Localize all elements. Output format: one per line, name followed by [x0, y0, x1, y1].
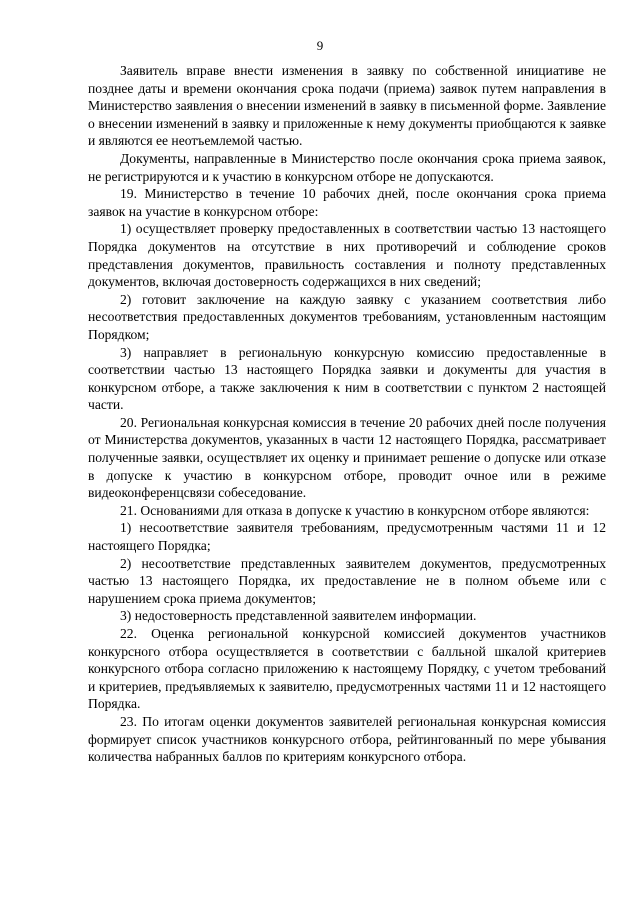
page-number: 9 — [316, 38, 324, 53]
paragraph: 1) несоответствие заявителя требованиям, предусмотренным частями 11 и 12 настоящего Порядка; — [88, 520, 606, 554]
paragraph: 1) осуществляет проверку предоставленных в соответствии частью 13 настоящего Порядка документов на отсутствие в них противоречий и соблюдение сроков представления документов, правильность составления и полноту представленных документов, включая достоверность содержащихся в них сведений; — [88, 221, 606, 290]
paragraph: 2) несоответствие представленных заявителем документов, предусмотренных частью 13 настоящего Порядка, их предоставление не в полном объеме или с нарушением срока приема документов; — [88, 555, 606, 606]
paragraph: 19. Министерство в течение 10 рабочих дней, после окончания срока приема заявок на участие в конкурсном отборе: — [88, 186, 606, 219]
paragraph: 2) готовит заключение на каждую заявку с указанием соответствия либо несоответствия предоставленных документов требованиям, установленным настоящим Порядком; — [88, 291, 606, 342]
document-body — [88, 62, 606, 766]
paragraph: 21. Основаниями для отказа в допуске к участию в конкурсном отборе являются: — [120, 502, 590, 518]
paragraph: 22. Оценка региональной конкурсной комиссией документов участников конкурсного отбора осуществляется в соответствии с балльной шкалой критериев конкурсного отбора согласно приложению к настоящему Порядку, с учетом требований и критериев, предъявляемых к заявителю, предусмотренных частями 11 и 12 настоящего Порядка. — [88, 626, 606, 712]
paragraph: 20. Региональная конкурсная комиссия в течение 20 рабочих дней после получения от Министерства документов, указанных в части 12 настоящего Порядка, рассматривает полученные заявки, осуществляет их оценку и принимает решение о допуске или отказе в допуске к участию в конкурсном отборе, проводит очное или в режиме видеоконференцсвязи собеседование. — [88, 414, 606, 501]
paragraph: 23. По итогам оценки документов заявителей региональная конкурсная комиссия формирует список участников конкурсного отбора, рейтингованный по мере убывания количества набранных баллов по критериям конкурсного отбора. — [88, 713, 606, 765]
paragraph: 3) направляет в региональную конкурсную комиссию предоставленные в соответствии частью 13 настоящего Порядка заявки и документы для участия в конкурсном отборе, а также заключения к ним в соответствии с пунктом 2 настоящей части. — [88, 344, 606, 413]
paragraph: 3) недостоверность представленной заявителем информации. — [120, 608, 477, 624]
paragraph: Документы, направленные в Министерство после окончания срока приема заявок, не регистрируются и к участию в конкурсном отборе не допускаются. — [88, 150, 606, 184]
paragraph: Заявитель вправе внести изменения в заявку по собственной инициативе не позднее даты и времени окончания срока подачи (приема) заявок путем направления в Министерство заявления о внесении изменений в заявку в письменной форме. Заявление о внесении изменений в заявку и приложенные к нему документы приобщаются к заявке и являются ее неотъемлемой частью. — [88, 63, 606, 149]
